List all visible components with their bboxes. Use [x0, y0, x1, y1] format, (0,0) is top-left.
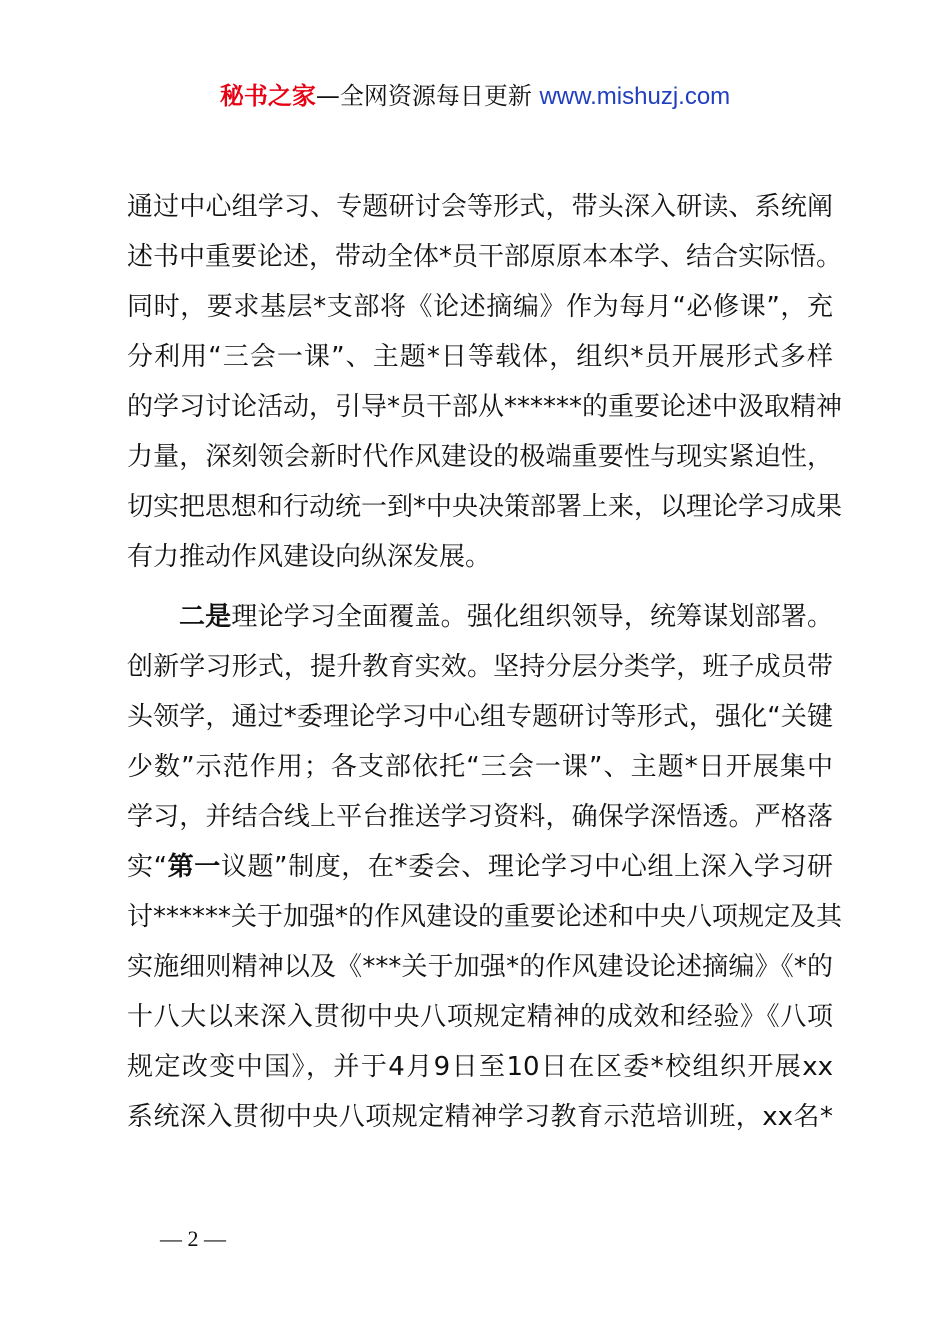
text-line: 实施细则精神以及《***关于加强*的作风建设论述摘编》《*的 [127, 952, 833, 982]
site-header [0, 78, 950, 115]
text-segment: 理论学习全面覆盖。强化组织领导，统筹谋划部署。 [231, 602, 833, 632]
brand-name: 秘书之家 [219, 82, 316, 110]
document-body [127, 182, 843, 1142]
emphasis-text: 第一 [167, 852, 221, 882]
text-line: 学习，并结合线上平台推送学习资料，确保学深悟透。严格落 [127, 802, 833, 832]
text-line: 有力推动作风建设向纵深发展。 [127, 542, 492, 572]
text-line: 力量，深刻领会新时代作风建设的极端重要性与现实紧迫性， [127, 442, 833, 472]
paragraph-2 [127, 592, 843, 1142]
text-line: 讨******关于加强*的作风建设的重要论述和中央八项规定及其 [127, 902, 843, 932]
site-url-link[interactable]: www.mishuzj.com [539, 83, 731, 110]
text-line: 创新学习形式，提升教育实效。坚持分层分类学，班子成员带 [127, 652, 833, 682]
text-line: 分利用“三会一课”、主题*日等载体，组织*员开展形式多样 [127, 342, 833, 372]
paragraph-1 [127, 182, 843, 582]
text-line: 的学习讨论活动，引导*员干部从******的重要论述中汲取精神 [127, 392, 843, 422]
text-line: 少数”示范作用；各支部依托“三会一课”、主题*日开展集中 [127, 752, 833, 782]
text-line: 通过中心组学习、专题研讨会等形式，带头深入研读、系统阐 [127, 192, 833, 222]
text-line: 头领学，通过*委理论学习中心组专题研讨等形式，强化“关键 [127, 702, 833, 732]
text-line: 十八大以来深入贯彻中央八项规定精神的成效和经验》《八项 [127, 1002, 833, 1032]
text-line [127, 592, 833, 642]
text-line: 系统深入贯彻中央八项规定精神学习教育示范培训班，xx名* [127, 1102, 833, 1132]
header-tagline: —全网资源每日更新 [315, 82, 540, 110]
page-number: — 2 — [160, 1226, 226, 1251]
text-line [127, 842, 833, 892]
text-line: 同时，要求基层*支部将《论述摘编》作为每月“必修课”，充 [127, 292, 833, 322]
section-lead: 二是 [179, 602, 232, 632]
text-line: 切实把思想和行动统一到*中央决策部署上来，以理论学习成果 [127, 492, 843, 522]
text-segment: 议题”制度，在*委会、理论学习中心组上深入学习研 [220, 852, 833, 882]
text-line: 规定改变中国》，并于4月9日至10日在区委*校组织开展xx [127, 1052, 833, 1082]
text-line: 述书中重要论述，带动全体*员干部原原本本学、结合实际悟。 [127, 242, 843, 272]
text-segment: 实“ [127, 852, 168, 882]
